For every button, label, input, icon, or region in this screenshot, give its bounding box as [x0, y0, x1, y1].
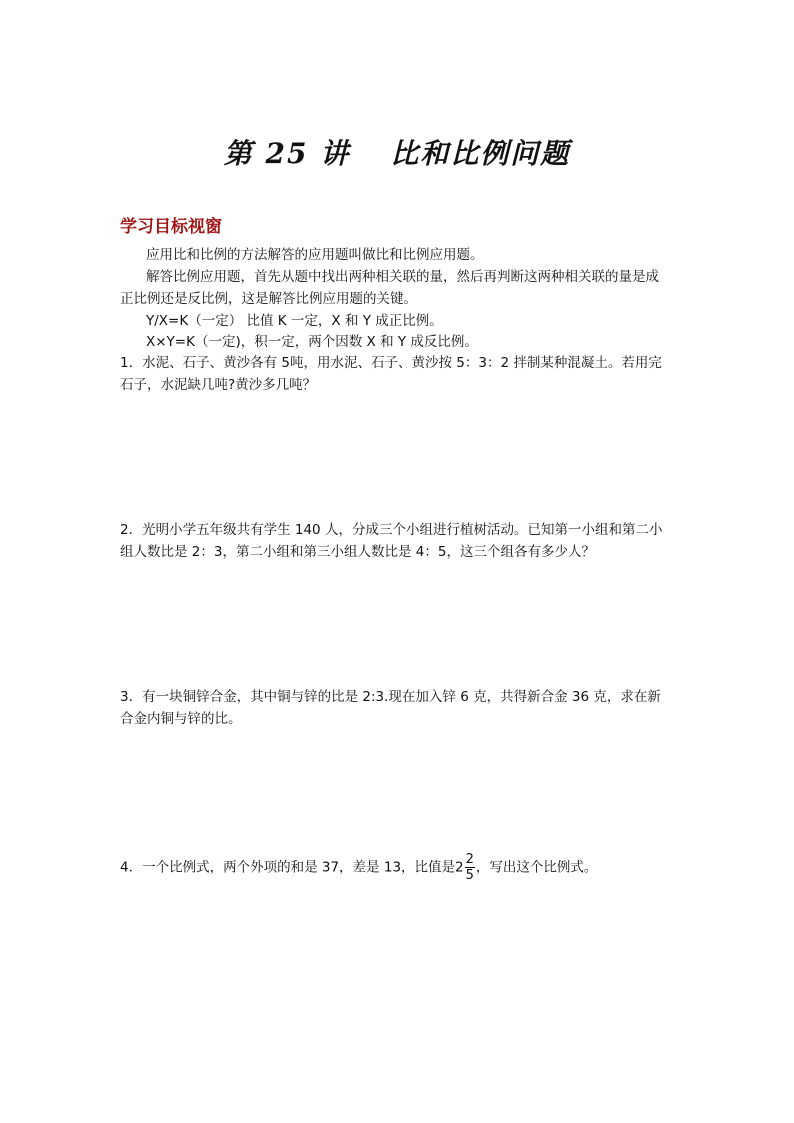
problem-2-line-1: 2．光明小学五年级共有学生 140 人，分成三个小组进行植树活动。已知第一小组和第二小 — [120, 522, 663, 538]
section-heading: 学习目标视窗 — [120, 217, 222, 237]
page-title — [0, 132, 794, 172]
intro-line-1: 应用比和比例的方法解答的应用题叫做比和比例应用题。 — [146, 247, 484, 263]
problem-3-line-1: 3．有一块铜锌合金，其中铜与锌的比是 2:3.现在加入锌 6 克，共得新合金 36 克，求在新 — [120, 689, 661, 705]
problem-1-line-1: 1．水泥、石子、黄沙各有 5吨，用水泥、石子、黄沙按 5：3：2 拌制某种混凝土。若用完 — [120, 355, 662, 371]
intro-formula-inverse: X×Y=K（一定)，积一定，两个因数 X 和 Y 成反比例。 — [146, 334, 478, 350]
problem-1-line-2: 石子，水泥缺几吨?黄沙多几吨？ — [120, 377, 317, 393]
problem-2-line-2: 组人数比是 2：3，第二小组和第三小组人数比是 4：5，这三个组各有多少人？ — [120, 544, 595, 560]
intro-line-3: 正比例还是反比例，这是解答比例应用题的关键。 — [120, 291, 417, 307]
problem-4-text-after: ，写出这个比例式。 — [475, 859, 598, 876]
lecture-number: 第 25 讲 — [223, 137, 351, 170]
problem-3-line-2: 合金内铜与锌的比。 — [120, 711, 242, 727]
intro-formula-direct: Y/X=K（一定） 比值 K 一定，X 和 Y 成正比例。 — [146, 313, 443, 329]
intro-line-2: 解答比例应用题，首先从题中找出两种相关联的量，然后再判断这两种相关联的量是成 — [146, 269, 659, 285]
fraction-numerator: 2 — [465, 852, 474, 867]
fraction — [465, 852, 475, 883]
lecture-topic: 比和比例问题 — [390, 137, 571, 170]
fraction-denominator: 5 — [465, 868, 474, 883]
problem-4-text-before: 4．一个比例式，两个外项的和是 37，差是 13，比值是 — [120, 859, 456, 876]
problem-4-line — [120, 852, 597, 883]
mixed-number-whole: 2 — [455, 859, 464, 876]
